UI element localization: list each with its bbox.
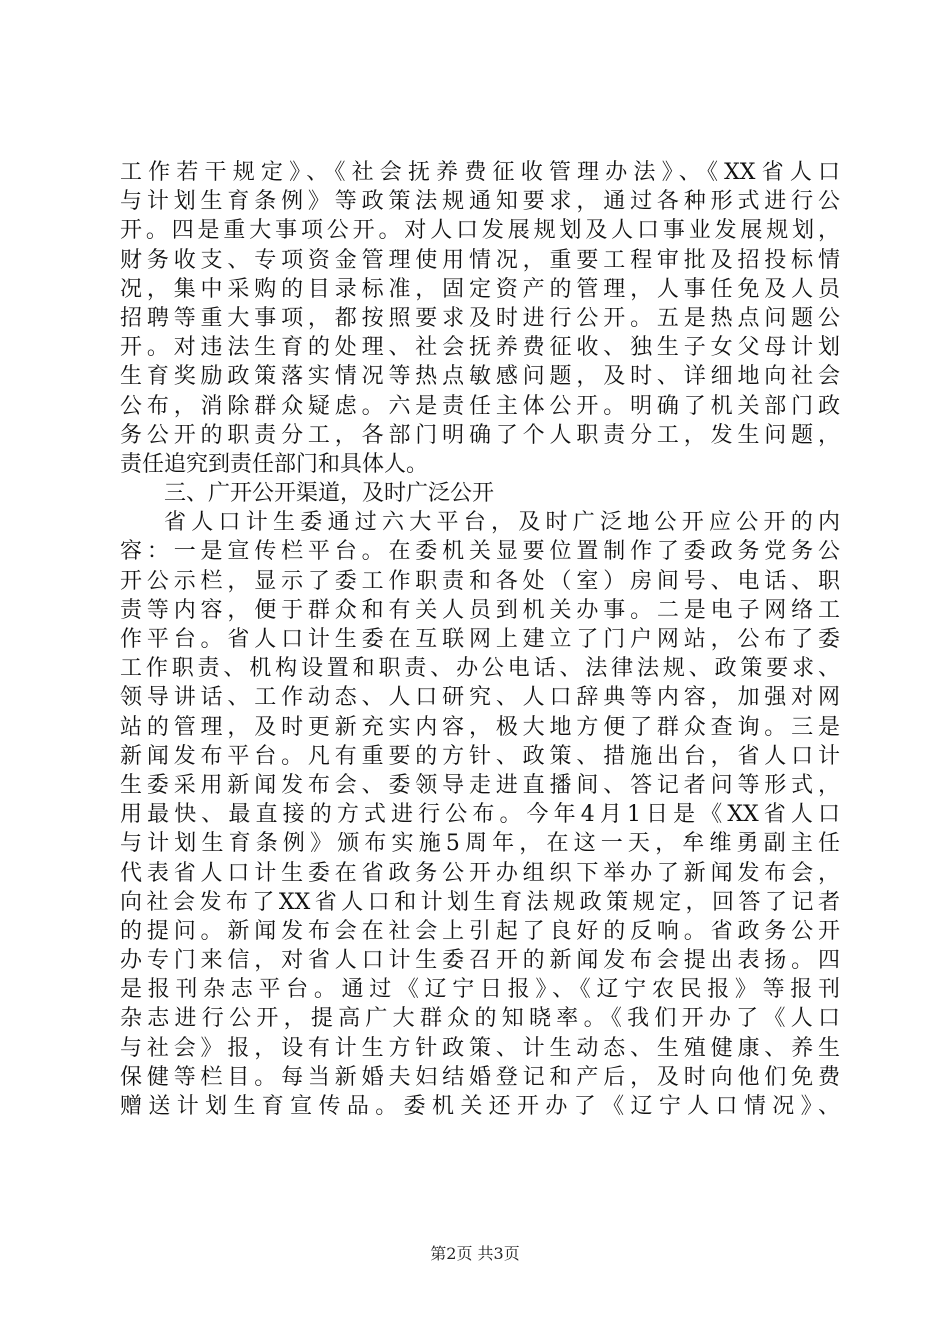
page-number-label: 第2页 共3页: [430, 1244, 520, 1263]
text-line: 是报刊杂志平台。通过《辽宁日报》、《辽宁农民报》等报刊: [120, 977, 840, 1003]
text-line: 开。四是重大事项公开。对人口发展规划及人口事业发展规划，: [120, 218, 840, 244]
text-line: 责任追究到责任部门和具体人。: [120, 451, 429, 477]
document-body: [120, 158, 840, 1121]
text-line: 公布，消除群众疑虑。六是责任主体公开。明确了机关部门政: [120, 393, 840, 419]
page-footer: [0, 1244, 950, 1264]
text-line: 工作职责、机构设置和职责、办公电话、法律法规、政策要求、: [120, 656, 840, 682]
text-line: 生育奖励政策落实情况等热点敏感问题，及时、详细地向社会: [120, 364, 840, 390]
text-line: 作平台。省人口计生委在互联网上建立了门户网站，公布了委: [120, 627, 840, 652]
text-line: 生委采用新闻发布会、委领导走进直播间、答记者问等形式，: [120, 772, 840, 798]
text-line: 的提问。新闻发布会在社会上引起了良好的反响。省政务公开: [120, 918, 840, 944]
text-line: 工作若干规定》、《社会抚养费征收管理办法》、《XX省人口: [120, 160, 840, 185]
section-heading: 三、广开公开渠道，及时广泛公开: [164, 481, 495, 507]
text-line: 与计划生育条例》颁布实施5周年，在这一天，牟维勇副主任: [120, 831, 840, 857]
text-line: 开。对违法生育的处理、社会抚养费征收、独生子女父母计划: [120, 335, 840, 361]
text-line: 站的管理，及时更新充实内容，极大地方便了群众查询。三是: [120, 714, 840, 740]
text-line: 领导讲话、工作动态、人口研究、人口辞典等内容，加强对网: [120, 685, 840, 711]
text-line: 用最快、最直接的方式进行公布。今年4月1日是《XX省人口: [120, 802, 840, 828]
text-line: 况，集中采购的目录标准，固定资产的管理，人事任免及人员: [120, 276, 840, 302]
text-line: 省人口计生委通过六大平台，及时广泛地公开应公开的内: [164, 510, 840, 536]
text-line: 赠送计划生育宣传品。委机关还开办了《辽宁人口情况》、: [120, 1094, 840, 1119]
text-line: 开公示栏，显示了委工作职责和各处（室）房间号、电话、职: [120, 568, 840, 594]
text-line: 容：一是宣传栏平台。在委机关显要位置制作了委政务党务公: [120, 539, 840, 565]
text-line: 保健等栏目。每当新婚夫妇结婚登记和产后，及时向他们免费: [120, 1064, 840, 1090]
text-line: 财务收支、专项资金管理使用情况，重要工程审批及招投标情: [120, 247, 840, 273]
text-line: 责等内容，便于群众和有关人员到机关办事。二是电子网络工: [120, 597, 840, 623]
text-line: 招聘等重大事项，都按照要求及时进行公开。五是热点问题公: [120, 305, 840, 331]
text-line: 务公开的职责分工，各部门明确了个人职责分工，发生问题，: [120, 422, 840, 448]
text-line: 与社会》报，设有计生方针政策、计生动态、生殖健康、养生: [120, 1035, 840, 1061]
text-line: 办专门来信，对省人口计生委召开的新闻发布会提出表扬。四: [120, 948, 840, 974]
text-line: 向社会发布了XX省人口和计划生育法规政策规定，回答了记者: [120, 889, 840, 915]
text-line: 新闻发布平台。凡有重要的方针、政策、措施出台，省人口计: [120, 743, 840, 769]
text-line: 与计划生育条例》等政策法规通知要求，通过各种形式进行公: [120, 189, 840, 215]
text-line: 杂志进行公开，提高广大群众的知晓率。《我们开办了《人口: [120, 1006, 840, 1032]
text-line: 代表省人口计生委在省政务公开办组织下举办了新闻发布会，: [120, 860, 840, 886]
